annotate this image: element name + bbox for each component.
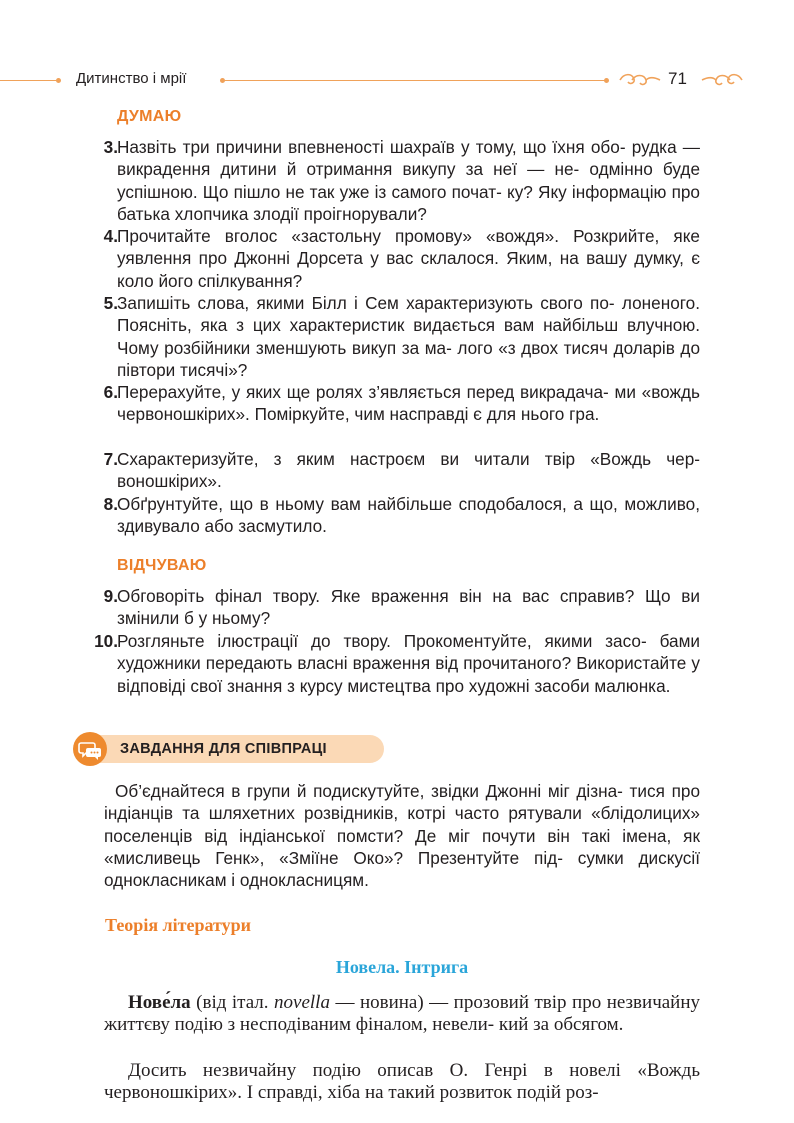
section-heading-feel: ВІДЧУВАЮ [117,557,207,574]
question-number: 5. [103,293,118,313]
question-text: Запишіть слова, якими Білл і Сем характеризують свого по- лоненого. Поясніть, яка з цих характеристик видається вам найбільш влучною. Чому розбійники зменшують викуп за ма- лого «з двох тисяч доларів до півтори тисячі»? [117,293,700,380]
chat-bubbles-icon [72,731,108,767]
swirl-ornament-right-icon [700,71,744,89]
section-heading-think: ДУМАЮ [117,108,182,125]
page-number: 71 [668,69,687,88]
question-item [86,448,700,493]
question-item [86,292,700,381]
question-text: Обґрунтуйте, що в ньому вам найбільше сподобалося, а що, можливо, здивувало або засмутило. [117,494,701,537]
theory-heading: Теорія літератури [105,915,252,935]
question-number: 6. [103,382,118,402]
cooperation-task-banner [72,731,384,767]
header-dot-icon [56,78,61,83]
question-text: Назвіть три причини впевненості шахраїв у тому, що їхня обо- рудка — викрадення дитини й отримання викупу за неї — не- одмінно буде успішною. Що пішло не так уже із самого почат- ку? Яку інформацію про батька хлопчика злодії проігнорували? [117,137,700,224]
header-rule-right [222,80,606,81]
header-dot-icon [604,78,609,83]
cooperation-paragraph: Об’єднайтеся в групи й подискутуйте, звідки Джонні міг дізна- тися про індіанців та шляхетних розвідників, котрі часто рятували «блідолицих» поселенців від індіанської помсти? Де міг почути він такі імена, як «мисливець Генк», «Зміїне Око»? Презентуйте під- сумки дискусії однокласникам і однокласницям. [104,781,701,891]
question-text: Перерахуйте, у яких ще ролях з’являється перед викрадача- ми «вождь червоношкірих». Поміркуйте, чим насправді є для нього гра. [117,382,700,425]
question-number: 7. [103,449,118,469]
question-item [86,630,700,697]
question-item [86,493,700,538]
header-title: Дитинство і мрії [76,70,187,87]
question-text: Обговоріть фінал твору. Яке враження він на вас справив? Що ви змінили б у ньому? [117,586,700,629]
question-item [86,225,700,292]
question-text: Розгляньте ілюстрації до твору. Прокоментуйте, якими засо- бами художники передають власні враження від прочитаного? Використайте у відповіді свої знання з курсу мистецтва про художні засоби малюнка. [117,631,700,696]
question-number: 9. [103,586,118,606]
header-rule-left [0,80,58,81]
question-number: 10. [94,631,118,651]
swirl-ornament-left-icon [618,71,662,89]
question-number: 4. [103,226,118,246]
question-text: Прочитайте вголос «застольну промову» «вождя». Розкрийте, яке уявлення про Джонні Дорсета у вас склалося. Яким, на вашу думку, є коло його спілкування? [117,226,700,291]
question-number: 3. [103,137,118,157]
question-text: Схарактеризуйте, з яким настроєм ви читали твір «Вождь чер- воношкірих». [117,449,700,492]
question-item [86,136,700,225]
term-etymology: novella [274,992,330,1013]
definition-paragraph: Нове́ла (від італ. novella — новина) — прозовий твір про незвичайну життєву подію з несподіваним фіналом, невели- кий за обсягом. [104,992,701,1036]
theory-subheading: Новела. Інтрига [335,957,469,977]
question-number: 8. [103,494,118,514]
running-header [0,68,794,94]
body-paragraph: Досить незвичайну подію описав О. Генрі в новелі «Вождь червоношкірих». І справді, хіба на такий розвиток подій роз- [104,1060,700,1104]
question-item [86,381,700,426]
question-item [86,585,700,630]
term-novella: Нове́ла [128,992,191,1013]
banner-title: ЗАВДАННЯ ДЛЯ СПІВПРАЦІ [120,741,327,757]
